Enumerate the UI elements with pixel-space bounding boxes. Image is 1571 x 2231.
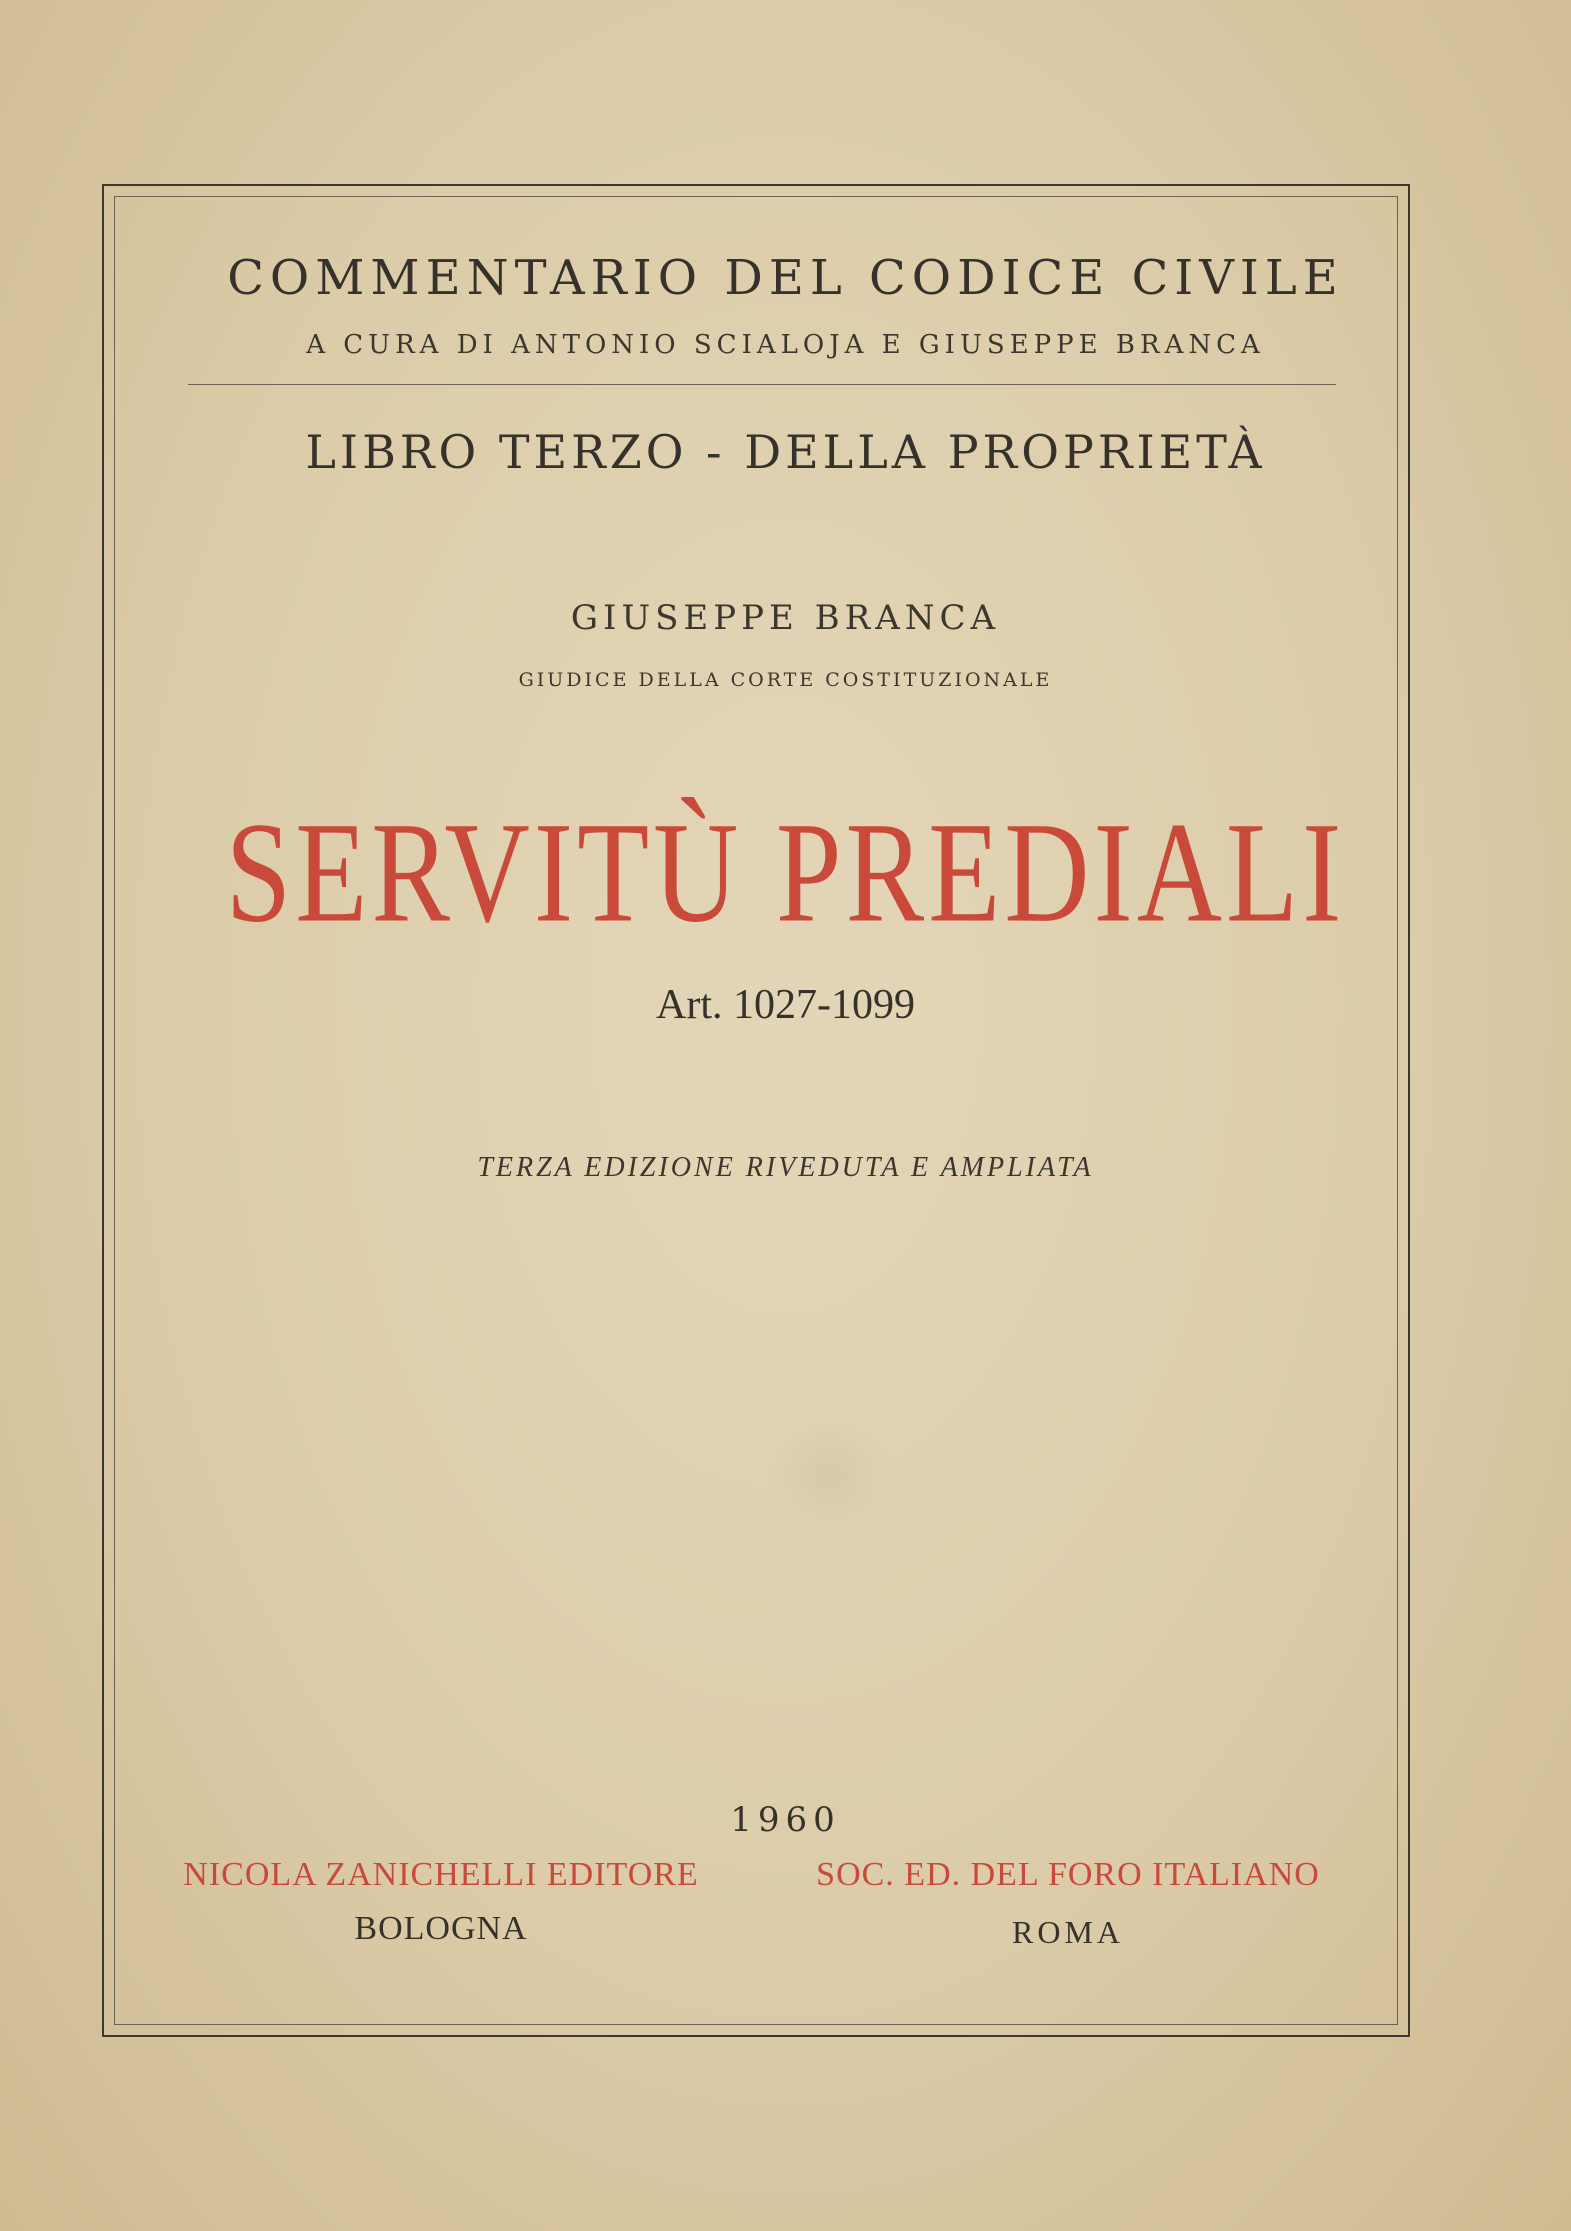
publisher-right: SOC. ED. DEL FORO ITALIANO [816, 1856, 1320, 1893]
book-title: LIBRO TERZO - DELLA PROPRIETÀ [305, 425, 1266, 479]
publisher-left: NICOLA ZANICHELLI EDITORE [183, 1856, 699, 1893]
author-role: GIUDICE DELLA CORTE COSTITUZIONALE [518, 669, 1053, 691]
edition-statement: TERZA EDIZIONE RIVEDUTA E AMPLIATA [477, 1152, 1094, 1183]
publication-year: 1960 [730, 1800, 841, 1840]
header-divider [188, 384, 1336, 385]
series-title: COMMENTARIO DEL CODICE CIVILE [227, 250, 1344, 306]
publisher-right-city: ROMA [1011, 1914, 1124, 1950]
series-editors: A CURA DI ANTONIO SCIALOJA E GIUSEPPE BRANCA [306, 330, 1265, 360]
publisher-left-city: BOLOGNA [354, 1910, 528, 1947]
work-title: SERVITÙ PREDIALI [225, 792, 1346, 953]
article-range: Art. 1027-1099 [656, 982, 915, 1028]
author-name: GIUSEPPE BRANCA [570, 598, 1001, 638]
